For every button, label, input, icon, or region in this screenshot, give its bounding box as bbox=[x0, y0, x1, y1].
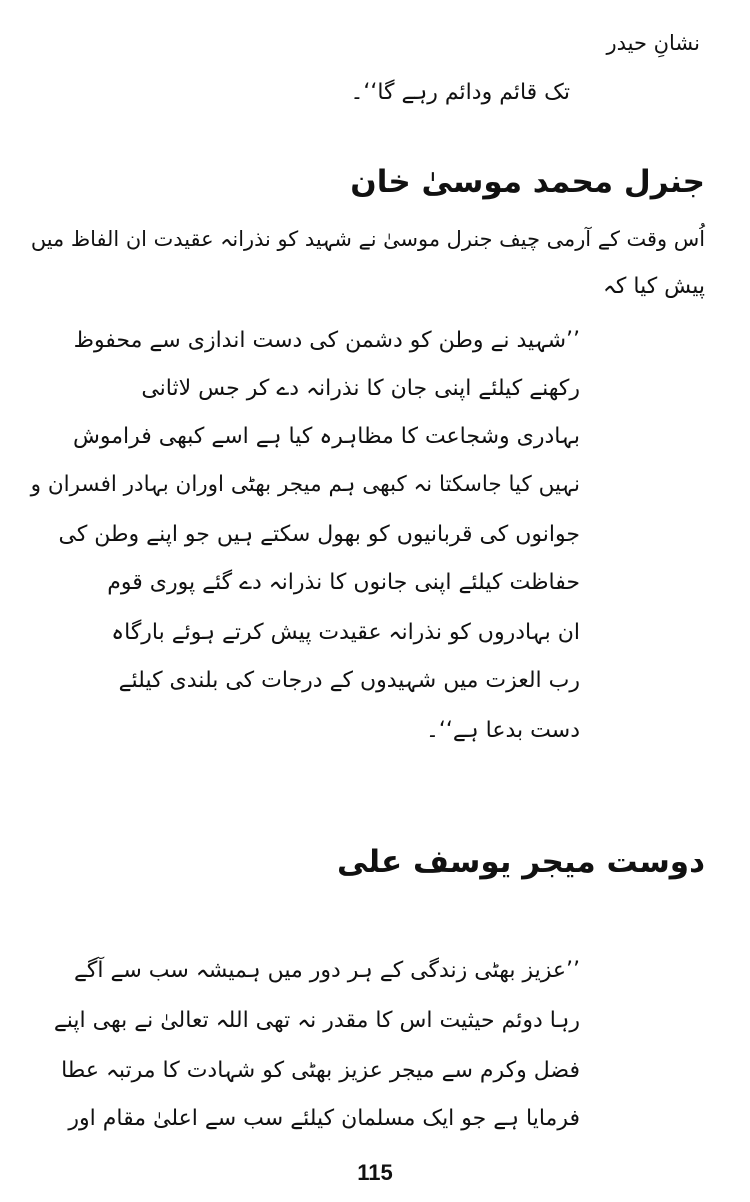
page-number: 115 bbox=[357, 1160, 393, 1185]
section-heading-general: جنرل محمد موسیٰ خان bbox=[350, 164, 705, 200]
paragraph-line: پیش کیا کہ bbox=[603, 274, 705, 299]
quote-line: فضل وکرم سے میجر عزیز بھٹی کو شہادت کا مرتبہ عطا bbox=[61, 1058, 580, 1083]
quote-line: رکھنے کیلئے اپنی جان کا نذرانہ دے کر جس لاثانی bbox=[141, 376, 580, 401]
quote-line: نہیں کیا جاسکتا نہ کبھی ہم میجر بھٹی اوران بہادر افسران و bbox=[30, 472, 580, 497]
continued-line: تک قائم ودائم رہے گا‘‘۔ bbox=[350, 80, 570, 105]
paragraph-line: اُس وقت کے آرمی چیف جنرل موسیٰ نے شہید کو نذرانہ عقیدت ان الفاظ میں bbox=[30, 227, 705, 251]
quote-line: بہادری وشجاعت کا مظاہرہ کیا ہے اسے کبھی فراموش bbox=[72, 424, 580, 449]
quote-line: ’’شہید نے وطن کو دشمن کی دست اندازی سے محفوظ bbox=[73, 328, 580, 353]
section-heading-friend: دوست میجر یوسف علی bbox=[336, 844, 705, 880]
quote-line: دست بدعا ہے‘‘۔ bbox=[426, 718, 580, 743]
quote-line: ’’عزیز بھٹی زندگی کے ہر دور میں ہمیشہ سب سے آگے bbox=[74, 958, 580, 983]
quote-line: فرمایا ہے جو ایک مسلمان کیلئے سب سے اعلیٰ مقام اور bbox=[68, 1106, 580, 1131]
quote-line: رہا دوئم حیثیت اس کا مقدر نہ تھی اللہ تعالیٰ نے بھی اپنے bbox=[53, 1008, 580, 1033]
quote-line: جوانوں کی قربانیوں کو بھول سکتے ہیں جو اپنے وطن کی bbox=[58, 522, 580, 547]
running-header: نشانِ حیدر bbox=[606, 31, 700, 55]
quote-line: رب العزت میں شہیدوں کے درجات کی بلندی کیلئے bbox=[118, 668, 580, 693]
quote-line: حفاظت کیلئے اپنی جانوں کا نذرانہ دے گئے پوری قوم bbox=[107, 570, 580, 595]
quote-line: ان بہادروں کو نذرانہ عقیدت پیش کرتے ہوئے بارگاہ bbox=[111, 620, 580, 645]
